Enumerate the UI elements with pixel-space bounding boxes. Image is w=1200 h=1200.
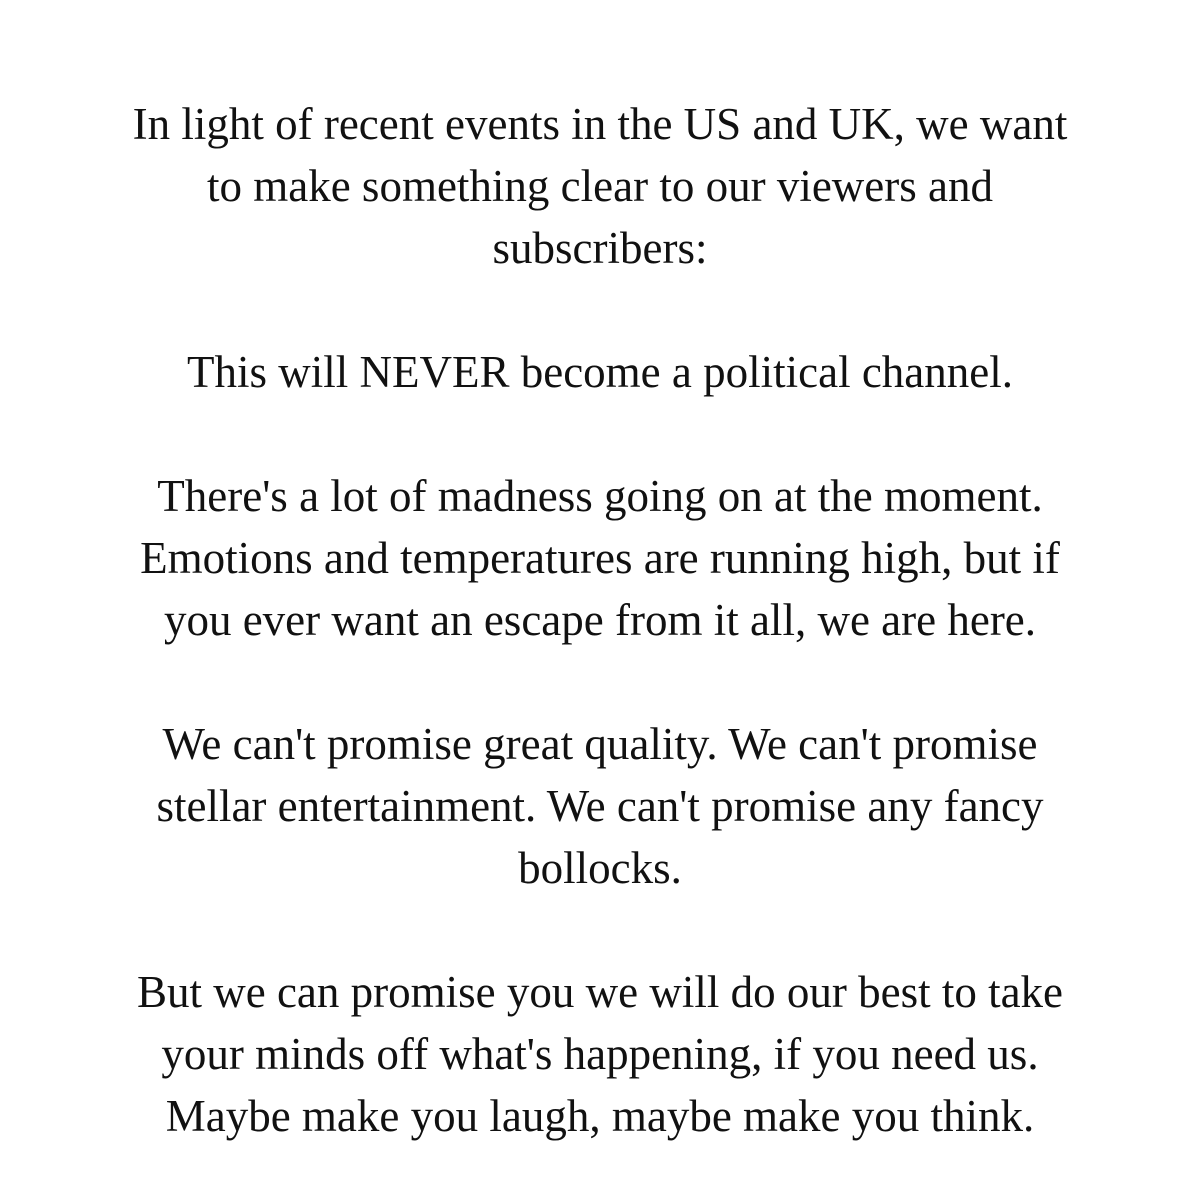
paragraph-spacer: [0, 403, 1200, 465]
paragraph-intro: [0, 93, 1200, 279]
text-line: Maybe make you laugh, maybe make you think.: [165, 1091, 1035, 1141]
text-line: subscribers:: [492, 223, 708, 273]
text-line: But we can promise you we will do our best to take: [136, 967, 1064, 1017]
text-line: stellar entertainment. We can't promise any fancy: [156, 781, 1044, 831]
text-line: to make something clear to our viewers and: [206, 161, 993, 211]
paragraph-spacer: [0, 651, 1200, 713]
text-line: Emotions and temperatures are running high, but if: [140, 533, 1060, 583]
paragraph-context: [0, 465, 1200, 651]
text-line: your minds off what's happening, if you need us.: [161, 1029, 1039, 1079]
paragraph-promise: [0, 961, 1200, 1147]
text-line: In light of recent events in the US and UK, we want: [132, 99, 1068, 149]
text-line: you ever want an escape from it all, we are here.: [163, 595, 1037, 645]
text-line: bollocks.: [518, 843, 682, 893]
text-line: We can't promise great quality. We can't promise: [162, 719, 1038, 769]
paragraph-spacer: [0, 279, 1200, 341]
paragraph-declaration: [0, 341, 1200, 403]
paragraph-disclaimer: [0, 713, 1200, 899]
text-line: This will NEVER become a political channel.: [186, 347, 1014, 397]
statement-text: [0, 93, 1200, 1147]
paragraph-spacer: [0, 899, 1200, 961]
text-line: There's a lot of madness going on at the moment.: [157, 471, 1043, 521]
